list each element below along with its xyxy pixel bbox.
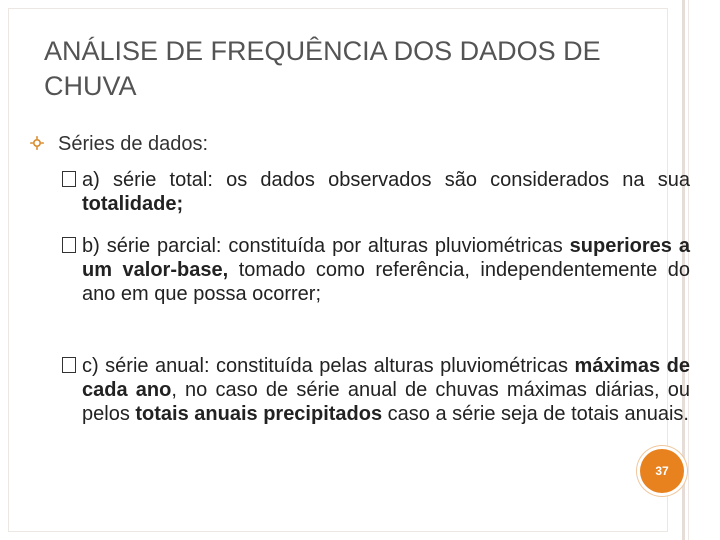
- slide-title: ANÁLISE DE FREQUÊNCIA DOS DADOS DE CHUVA: [44, 36, 601, 101]
- sun-bullet-icon: [30, 136, 44, 150]
- item-text-suffix: tomado como referência, independentemente do ano em que possa ocorrer;: [82, 259, 691, 305]
- main-bullet: [30, 136, 44, 150]
- item-bold-text-2: totais anuais precipitados: [135, 403, 383, 425]
- page-number-badge: 37: [640, 449, 684, 493]
- list-item: [82, 234, 690, 306]
- item-bold-text: superiores a um valor-base,: [82, 235, 690, 281]
- item-bold-text: totalidade;: [82, 193, 184, 215]
- item-text-suffix: , no caso de série anual de chuvas máximas diárias, ou pelos: [82, 379, 690, 425]
- item-text: b) série parcial: constituída por alturas pluviométricas: [82, 235, 570, 257]
- main-bullet-text: Séries de dados:: [58, 133, 209, 155]
- checkbox-bullet-icon: [62, 237, 76, 253]
- item-text: a) série total: os dados observados são considerados na sua: [82, 169, 690, 191]
- item-bold-text: máximas de cada ano: [82, 355, 691, 401]
- item-text-suffix-2: caso a série seja de totais anuais.: [382, 403, 689, 425]
- checkbox-bullet-icon: [62, 357, 76, 373]
- item-text: c) série anual: constituída pelas alturas pluviométricas: [82, 355, 575, 377]
- checkbox-bullet-icon: [62, 171, 76, 187]
- list-item: [82, 354, 690, 426]
- list-item: [82, 168, 690, 216]
